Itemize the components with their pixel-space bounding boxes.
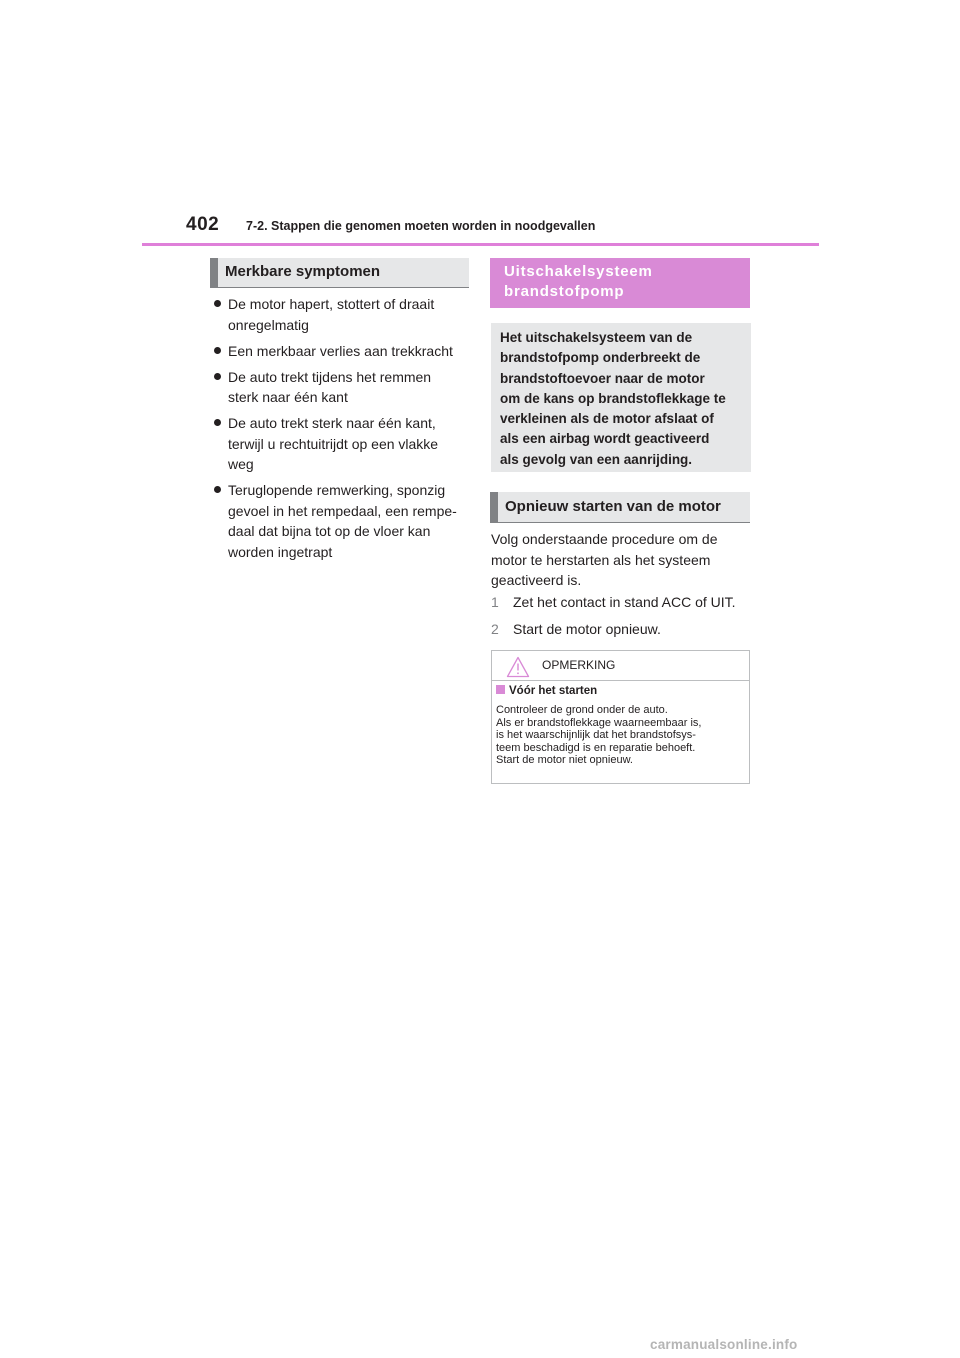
page-number: 402 (186, 214, 220, 235)
step-item (491, 592, 761, 613)
notice-body (496, 704, 748, 767)
symptoms-heading: Merkbare symptomen (210, 258, 469, 288)
list-item (214, 480, 472, 562)
bullet-icon (214, 373, 221, 380)
info-line: brandstoftoevoer naar de motor (500, 370, 705, 386)
bullet-line: De motor hapert, stottert of draait (228, 296, 435, 312)
bullet-icon (214, 486, 221, 493)
list-item (214, 294, 472, 335)
bullet-line: Teruglopende remwerking, sponzig (228, 482, 446, 498)
notice-line: Als er brandstoflekkage waarneembaar is, (496, 716, 702, 729)
bullet-icon (214, 419, 221, 426)
notice-subheading (496, 685, 597, 697)
step-text: Start de motor opnieuw. (513, 621, 661, 637)
bullet-line: De auto trekt sterk naar één kant, (228, 415, 436, 431)
info-line: Het uitschakelsysteem van de (500, 330, 693, 345)
notice-header (492, 651, 749, 681)
step-number: 2 (491, 621, 499, 637)
notice-subheading-text: Vóór het starten (509, 685, 598, 697)
info-line: brandstofpomp onderbreekt de (500, 350, 701, 366)
restart-intro (491, 529, 753, 591)
section-title: 7-2. Stappen die genomen moeten worden in noodgevallen (246, 219, 596, 233)
bullet-line: weg (228, 456, 254, 472)
step-item (491, 619, 761, 640)
list-item (214, 413, 472, 475)
notice-line: is het waarschijnlijk dat het brandstofsys- (496, 729, 696, 742)
warning-triangle-icon (506, 656, 530, 678)
bullet-line: gevoel in het rempedaal, een rempe- (228, 502, 457, 519)
shutoff-info-box (491, 323, 751, 472)
info-line: als gevolg van een aanrijding. (500, 451, 693, 467)
bullet-line: terwijl u rechtuitrijdt op een vlakke (228, 435, 439, 452)
bullet-line: De auto trekt tijdens het remmen (228, 368, 432, 385)
notice-label: OPMERKING (542, 658, 616, 672)
symptoms-list (214, 294, 472, 568)
watermark: carmanualsonline.info (650, 1337, 798, 1352)
square-bullet-icon (496, 685, 505, 694)
intro-line: geactiveerd is. (491, 572, 582, 588)
step-number: 1 (491, 594, 499, 610)
heading-line: Uitschakelsysteem (504, 263, 653, 280)
info-line: om de kans op brandstoflekkage te (500, 390, 726, 406)
restart-steps (491, 592, 761, 646)
notice-line: Start de motor niet opnieuw. (496, 754, 633, 767)
heading-line: brandstofpomp (504, 283, 625, 300)
list-item (214, 367, 472, 408)
intro-line: motor te herstarten als het systeem (491, 551, 711, 568)
bullet-icon (214, 347, 221, 354)
intro-line: Volg onderstaande procedure om de (491, 531, 718, 547)
bullet-line: sterk naar één kant (228, 389, 348, 405)
notice-box (491, 650, 750, 784)
bullet-line: onregelmatig (228, 316, 309, 333)
bullet-line: worden ingetrapt (228, 543, 333, 560)
notice-line: Controleer de grond onder de auto. (496, 704, 668, 716)
restart-heading: Opnieuw starten van de motor (490, 492, 750, 523)
bullet-line: Een merkbaar verlies aan trekkracht (228, 342, 453, 359)
notice-line: teem beschadigd is en reparatie behoeft. (496, 741, 696, 754)
bullet-line: daal dat bijna tot op de vloer kan (228, 523, 431, 539)
info-line: verkleinen als de motor afslaat of (500, 411, 714, 427)
fuel-pump-shutoff-heading (490, 258, 750, 308)
bullet-icon (214, 300, 221, 307)
list-item (214, 341, 472, 362)
info-line: als een airbag wordt geactiveerd (500, 431, 710, 447)
header-rule (142, 243, 819, 246)
step-text: Zet het contact in stand ACC of UIT. (513, 594, 736, 610)
